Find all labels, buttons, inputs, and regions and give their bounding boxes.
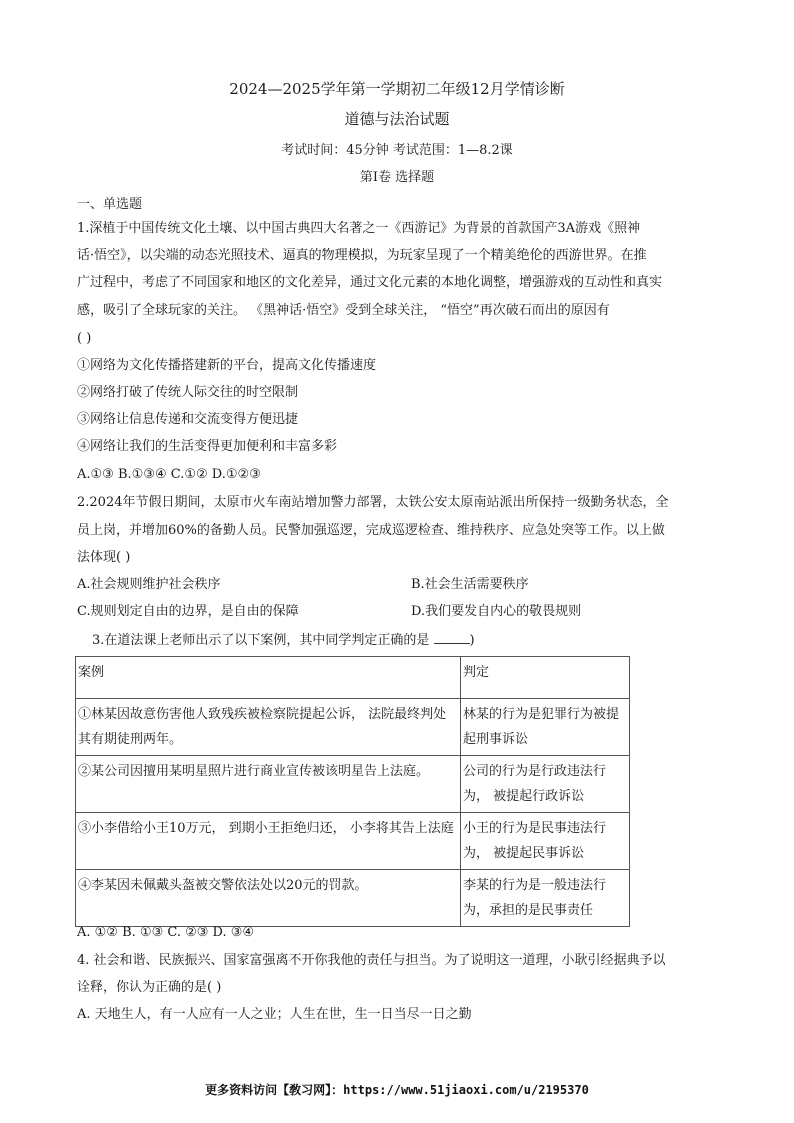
footer-link[interactable]: 更多资料访问【敎习网】：https://www.51jiaoxi.com/u/2195370 — [205, 1083, 589, 1097]
table-header-row — [76, 657, 630, 699]
q3-answers: A. ①② B. ①③ C. ②③ D. ③④ — [77, 925, 255, 940]
exam-meta: 考试时间：45分钟 考试范围：1—8.2课 — [281, 143, 513, 158]
q3-stem — [92, 631, 475, 650]
q4-line-1: 4. 社会和谐、民族振兴、国家富强离不开你我他的责任与担当。为了说明这一道理，小耿引经据典予以 — [77, 953, 666, 968]
table-header-judgement: 判定 — [461, 657, 630, 699]
q1-line-3: 广过程中，考虑了不同国家和地区的文化差异，通过文化元素的本地化调整，增强游戏的互动性和真实 — [77, 275, 663, 290]
q1-line-4: 感，吸引了全球玩家的关注。 《黑神话·悟空》受到全球关注， “悟空”再次破石而出的原因有 — [77, 303, 610, 318]
q1-line-5: ( ) — [77, 331, 92, 346]
q2-option-b: B.社会生活需要秩序 — [411, 577, 529, 592]
q2-option-d: D.我们要发自内心的敬畏规则 — [411, 604, 582, 619]
case-cell: ③小李借给小王10万元， 到期小王拒绝归还， 小李将其告上法庭 — [76, 813, 461, 870]
q3-stem-text: 3.在道法课上老师出示了以下案例，其中同学判定正确的是 — [92, 633, 430, 648]
q1-option-4: ④网络让我们的生活变得更加便利和丰富多彩 — [77, 439, 338, 454]
table-header-case: 案例 — [76, 657, 461, 699]
q1-line-1: 1.深植于中国传统文化土壤、以中国古典四大名著之一《西游记》为背景的首款国产3A游戏《照神 — [77, 221, 641, 236]
q2-option-c: C.规则划定自由的边界，是自由的保障 — [77, 604, 299, 619]
q1-line-2: 话·悟空》，以尖端的动态光照技术、逼真的物理模拟，为玩家呈现了一个精美绝伦的西游世界。在推 — [77, 248, 647, 263]
q3-answer-blank[interactable] — [434, 631, 470, 644]
section-heading: 一、单选题 — [77, 197, 143, 212]
case-cell: ④李某因未佩戴头盔被交警依法处以20元的罚款。 — [76, 870, 461, 927]
q4-option-a: A. 天地生人，有一人应有一人之业；人生在世，生一日当尽一日之勤 — [77, 1007, 472, 1022]
judgement-cell: 林某的行为是犯罪行为被提起刑事诉讼 — [461, 699, 630, 756]
table-row — [76, 756, 630, 813]
q3-stem-end: ) — [469, 633, 475, 648]
q2-line-2: 员上岗，并增加60%的备勤人员。民警加强巡逻，完成巡逻检查、维持秩序、应急处突等工作。以上做 — [77, 523, 665, 538]
exam-title: 2024—2025学年第一学期初二年级12月学情诊断 — [229, 80, 565, 98]
judgement-cell: 小王的行为是民事违法行为， 被提起民事诉讼 — [461, 813, 630, 870]
table-row — [76, 870, 630, 927]
q1-option-3: ③网络让信息传递和交流变得方便迅捷 — [77, 412, 299, 427]
table-row — [76, 813, 630, 870]
exam-subject: 道德与法治试题 — [344, 110, 450, 128]
case-table — [75, 656, 630, 927]
q1-answers: A.①③ B.①③④ C.①② D.①②③ — [77, 467, 261, 482]
q4-line-2: 诠释，你认为正确的是( ) — [77, 980, 222, 995]
judgement-cell: 公司的行为是行政违法行为， 被提起行政诉讼 — [461, 756, 630, 813]
case-cell: ①林某因故意伤害他人致残疾被检察院提起公诉， 法院最终判处其有期徒刑两年。 — [76, 699, 461, 756]
q1-option-2: ②网络打破了传统人际交往的时空限制 — [77, 385, 299, 400]
q2-line-3: 法体现( ) — [77, 550, 131, 565]
q2-line-1: 2.2024年节假日期间，太原市火车南站增加警力部署，太铁公安太原南站派出所保持一级勤务状态，全 — [77, 495, 669, 510]
case-cell: ②某公司因擅用某明星照片进行商业宣传被该明星告上法庭。 — [76, 756, 461, 813]
volume-heading: 第Ⅰ卷 选择题 — [359, 170, 435, 185]
table-row — [76, 699, 630, 756]
q1-option-1: ①网络为文化传播搭建新的平台，提高文化传播速度 — [77, 358, 377, 373]
judgement-cell: 李某的行为是一般违法行为，承担的是民事责任 — [461, 870, 630, 927]
q2-option-a: A.社会规则维护社会秩序 — [77, 577, 221, 592]
